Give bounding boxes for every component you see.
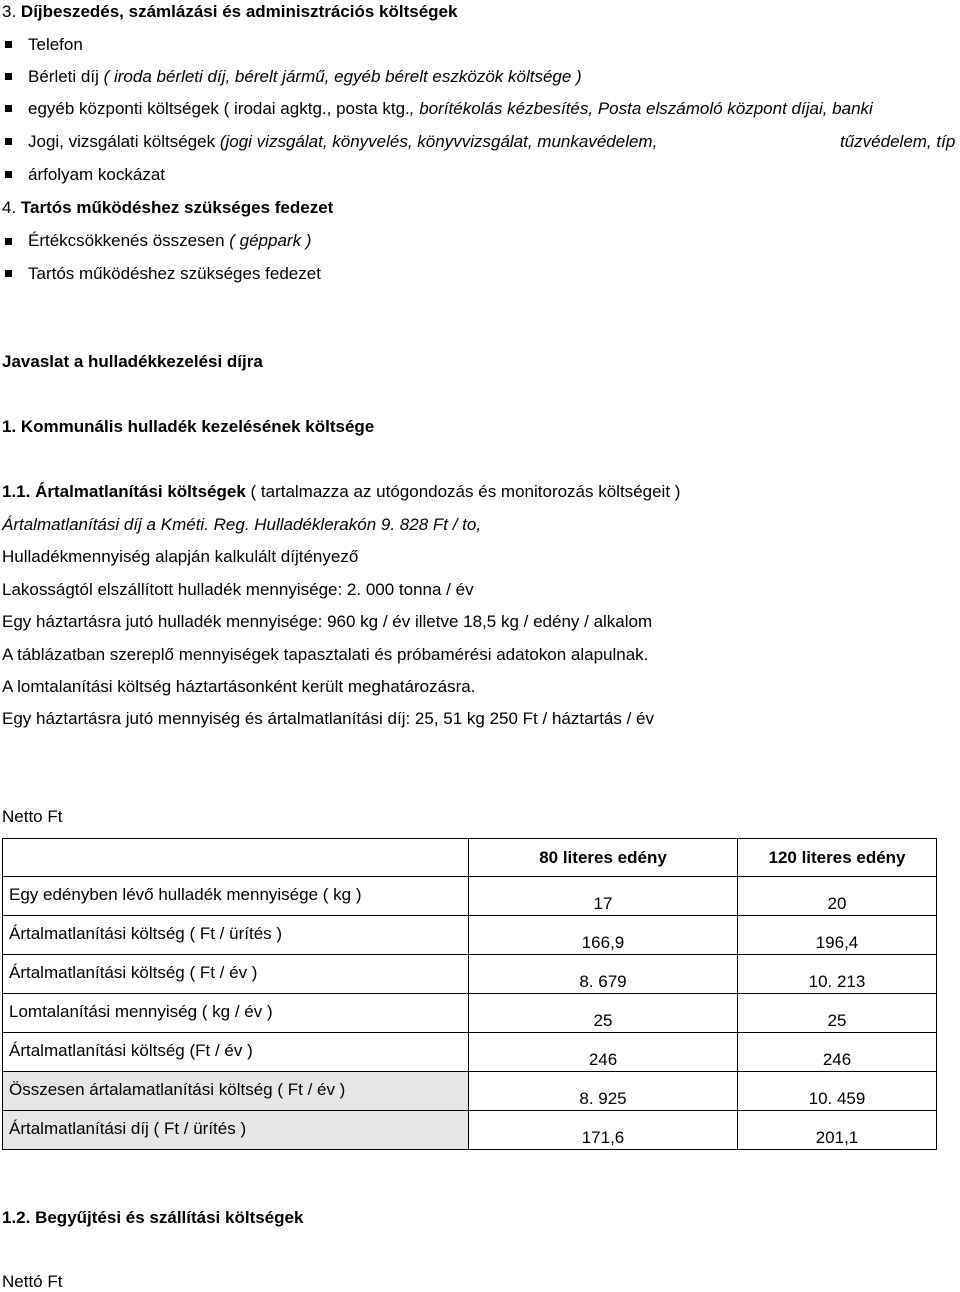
cost-table — [2, 838, 937, 1150]
cell-80l: 8. 925 — [469, 1072, 738, 1111]
table-row — [3, 994, 937, 1033]
bullet-icon — [5, 171, 12, 178]
subsection-1-2-title: 1.2. Begyűjtési és szállítási költségek — [2, 1208, 304, 1227]
bullet-icon — [5, 41, 12, 48]
row-label: Ártalmatlanítási költség ( Ft / ürítés ) — [3, 916, 469, 955]
cell-120l: 10. 213 — [738, 955, 937, 994]
cell-120l: 201,1 — [738, 1111, 937, 1150]
list-item: Értékcsökkenés összesen ( géppark ) — [28, 231, 312, 250]
bullet-icon — [5, 238, 12, 245]
bullet-icon — [5, 270, 12, 277]
list-item: Bérleti díj ( iroda bérleti díj, bérelt jármű, egyéb bérelt eszközök költsége ) — [28, 67, 582, 86]
list-item: Telefon — [28, 35, 83, 54]
table-caption: Netto Ft — [2, 807, 63, 826]
text-line: Egy háztartásra jutó hulladék mennyisége: 960 kg / év illetve 18,5 kg / edény / alkalom — [2, 612, 653, 631]
cell-80l: 25 — [469, 994, 738, 1033]
list-item: Tartós működéshez szükséges fedezet — [28, 264, 321, 283]
table-header-cell: 120 literes edény — [738, 839, 937, 877]
section-title: Tartós működéshez szükséges fedezet — [20, 198, 334, 217]
list-item: egyéb központi költségek ( irodai agktg., posta ktg., borítékolás kézbesítés, Posta elszámoló központ díjai, banki — [28, 99, 873, 118]
list-item-continuation: tűzvédelem, típ — [840, 132, 956, 151]
section-title: Díjbeszedés, számlázási és adminisztrációs költségek — [20, 2, 458, 21]
text-line: Lakosságtól elszállított hulladék mennyisége: 2. 000 tonna / év — [2, 580, 474, 599]
footer-caption: Nettó Ft — [2, 1272, 63, 1291]
cell-80l: 246 — [469, 1033, 738, 1072]
section-number: 4. — [2, 198, 17, 217]
text-line: A táblázatban szereplő mennyiségek tapasztalati és próbamérési adatokon alapulnak. — [2, 645, 649, 664]
table-row — [3, 1072, 937, 1111]
cell-120l: 196,4 — [738, 916, 937, 955]
list-item: Jogi, vizsgálati költségek (jogi vizsgálat, könyvelés, könyvvizsgálat, munkavédelem, — [28, 132, 658, 151]
cell-120l: 25 — [738, 994, 937, 1033]
section-4-heading — [2, 198, 333, 218]
table-row — [3, 916, 937, 955]
disposal-fee-line: Ártalmatlanítási díj a Kméti. Reg. Hulladéklerakón 9. 828 Ft / to, — [2, 515, 482, 534]
cell-120l: 10. 459 — [738, 1072, 937, 1111]
row-label: Összesen ártalamatlanítási költség ( Ft / év ) — [3, 1072, 469, 1111]
section-number: 3. — [2, 2, 17, 21]
text-line: Egy háztartásra jutó mennyiség és ártalmatlanítási díj: 25, 51 kg 250 Ft / háztartás / év — [2, 709, 655, 728]
section-3-heading — [2, 2, 457, 22]
cell-120l: 20 — [738, 877, 937, 916]
bullet-icon — [5, 105, 12, 112]
table-row — [3, 955, 937, 994]
cell-80l: 17 — [469, 877, 738, 916]
table-row — [3, 1033, 937, 1072]
row-label: Egy edényben lévő hulladék mennyisége ( kg ) — [3, 877, 469, 916]
proposal-title: Javaslat a hulladékkezelési díjra — [2, 352, 263, 371]
cell-80l: 166,9 — [469, 916, 738, 955]
row-label: Ártalmatlanítási költség (Ft / év ) — [3, 1033, 469, 1072]
table-header-cell: 80 literes edény — [469, 839, 738, 877]
table-row — [3, 877, 937, 916]
cell-80l: 8. 679 — [469, 955, 738, 994]
bullet-icon — [5, 73, 12, 80]
subsection-1-1-title: 1.1. Ártalmatlanítási költségek ( tartalmazza az utógondozás és monitorozás költségeit ) — [2, 482, 681, 501]
subsection-1-title: 1. Kommunális hulladék kezelésének költsége — [2, 417, 375, 436]
list-item: árfolyam kockázat — [28, 165, 165, 184]
table-row — [3, 1111, 937, 1150]
cell-80l: 171,6 — [469, 1111, 738, 1150]
text-line: Hulladékmennyiség alapján kalkulált díjtényező — [2, 547, 359, 566]
table-header-row — [3, 839, 937, 877]
row-label: Lomtalanítási mennyiség ( kg / év ) — [3, 994, 469, 1033]
row-label: Ártalmatlanítási díj ( Ft / ürítés ) — [3, 1111, 469, 1150]
row-label: Ártalmatlanítási költség ( Ft / év ) — [3, 955, 469, 994]
table-header-cell — [3, 839, 469, 877]
text-line: A lomtalanítási költség háztartásonként került meghatározásra. — [2, 677, 476, 696]
bullet-icon — [5, 138, 12, 145]
cell-120l: 246 — [738, 1033, 937, 1072]
